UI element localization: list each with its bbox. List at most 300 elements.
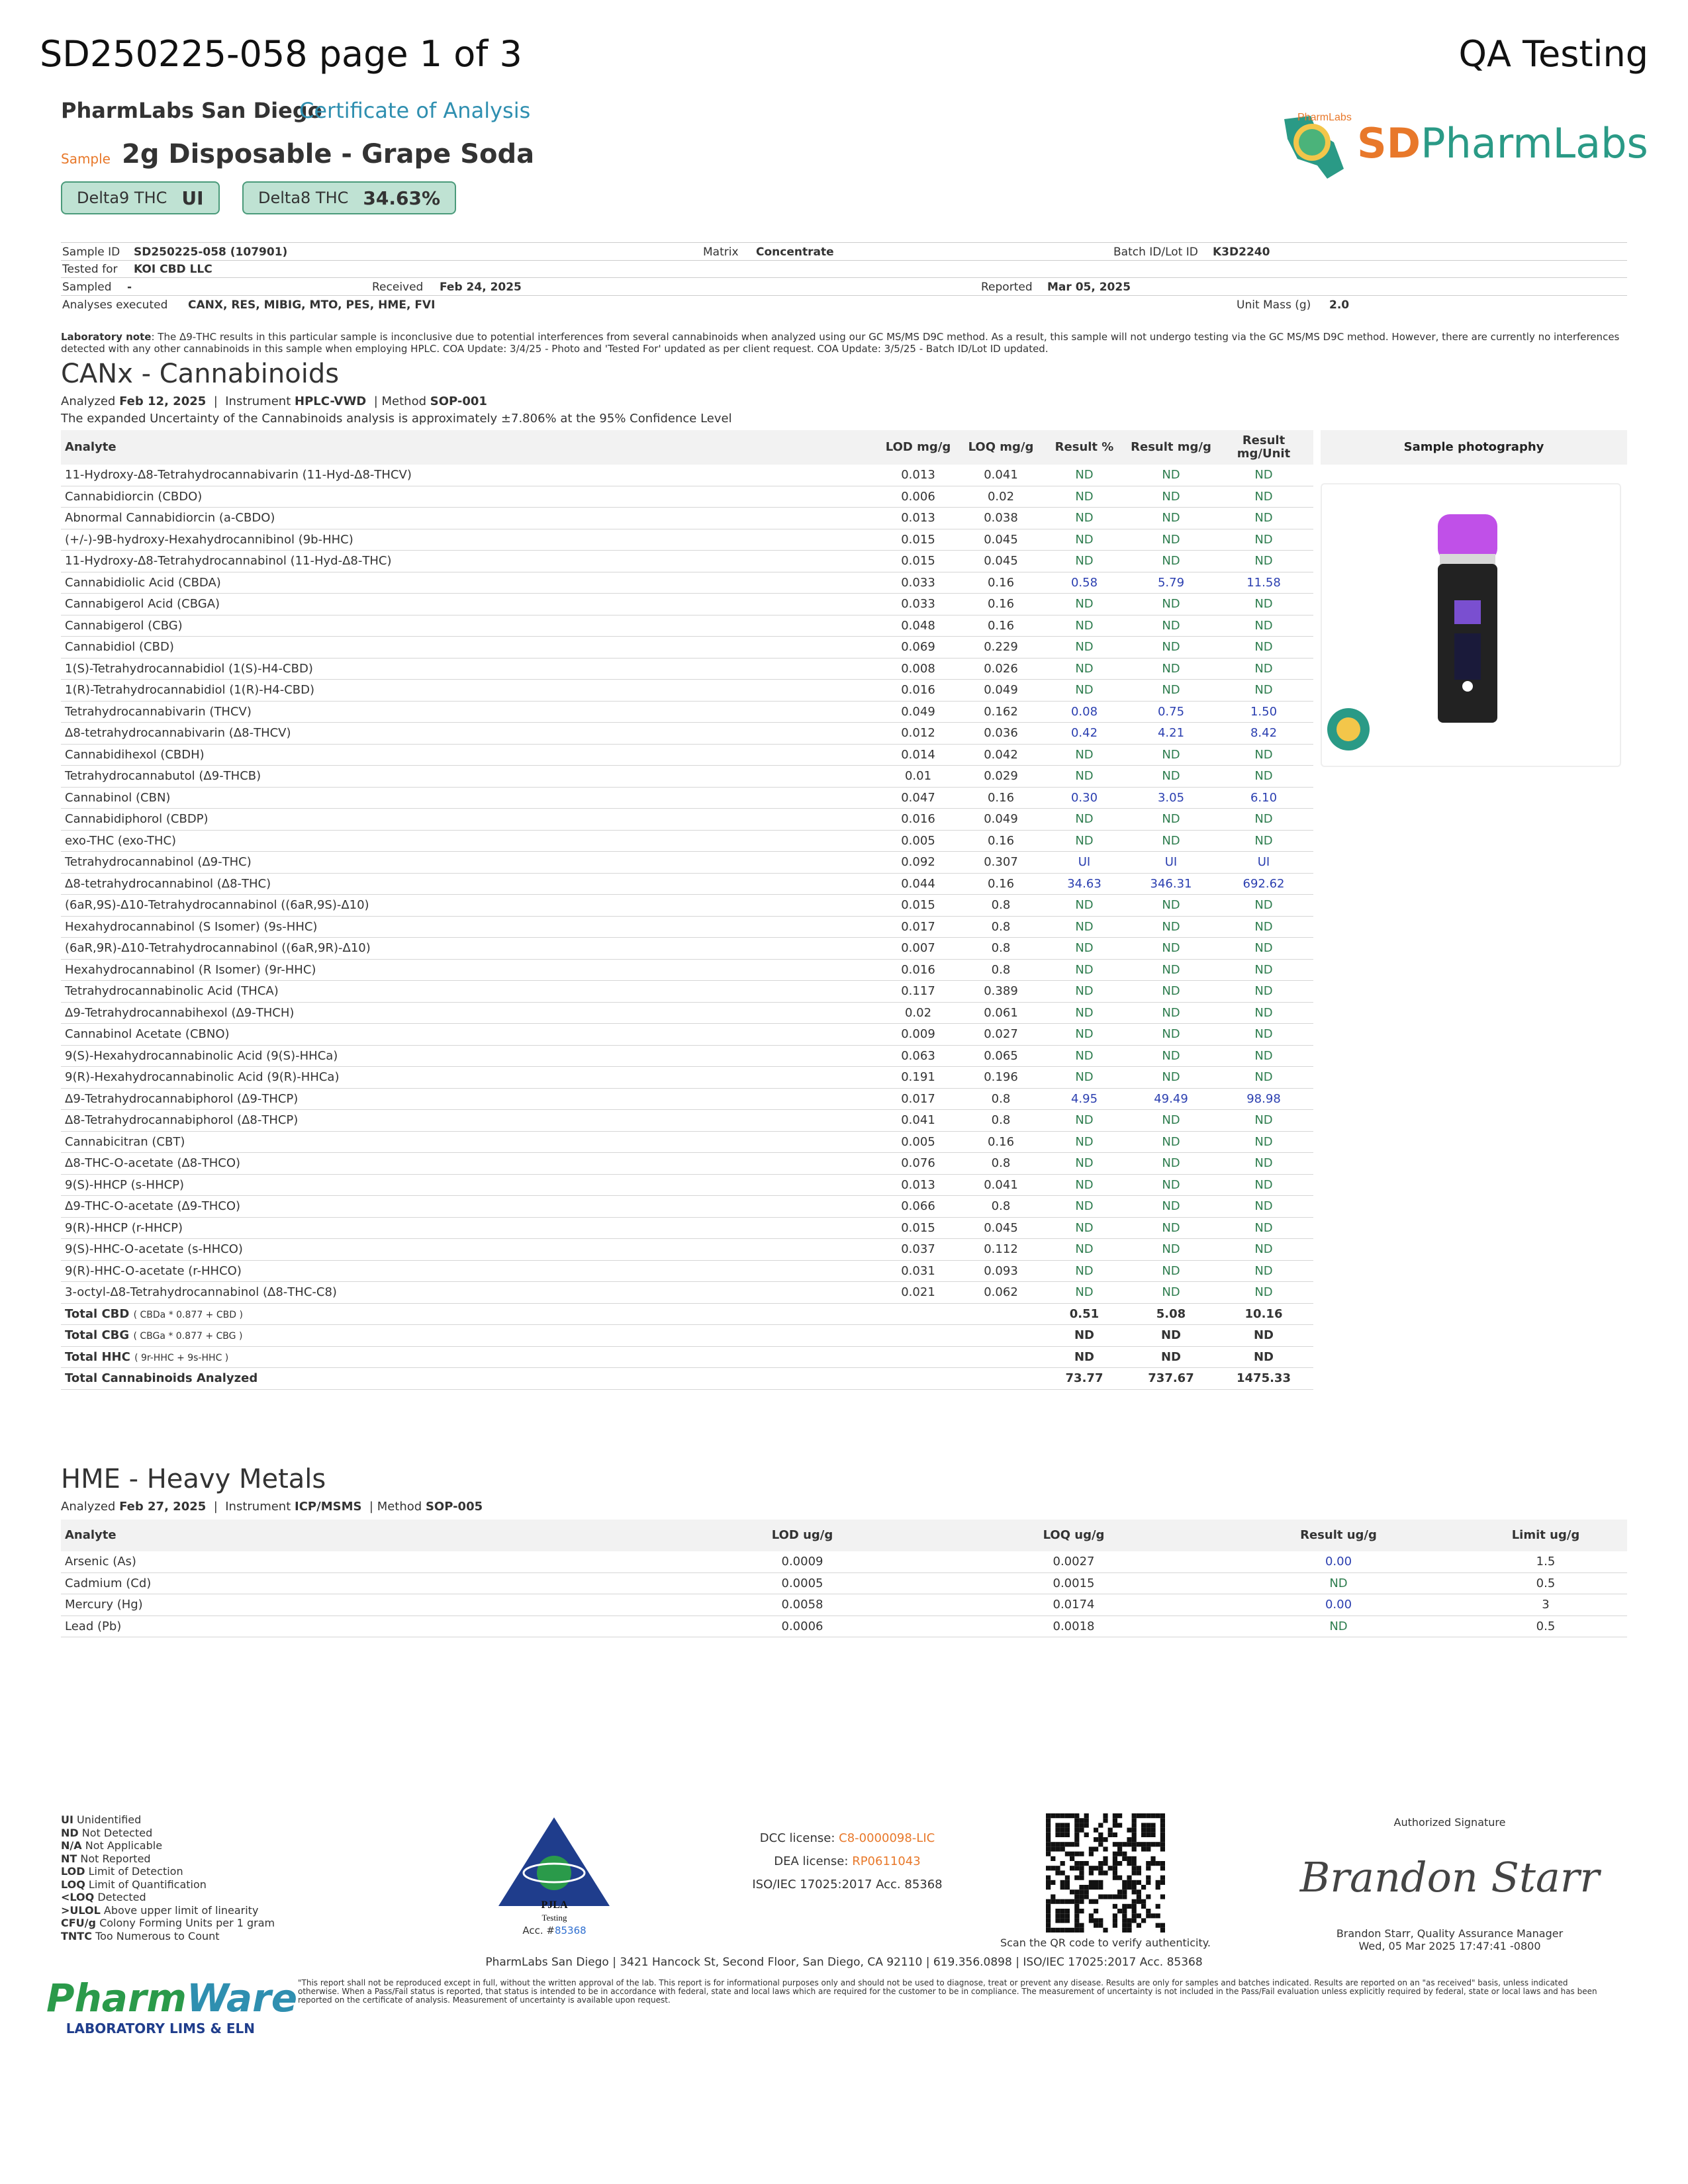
lab-name: PharmLabs San Diego xyxy=(61,98,322,123)
logo-wordmark xyxy=(1357,119,1648,167)
signature-label: Authorized Signature xyxy=(1393,1816,1506,1829)
sampled-value: - xyxy=(127,281,132,294)
delta9-label: Delta9 THC xyxy=(77,189,167,207)
cell-value: ND xyxy=(1128,981,1214,1003)
cell-value: ND xyxy=(1128,529,1214,551)
total-label: Total CBD ( CBDa * 0.877 + CBD ) xyxy=(61,1303,875,1325)
note-text: : The Δ9-THC results in this particular sample is inconclusive due to potential interferences from several cannabinoids when analyzed using our GC MS/MS D9C method. As a result, this sample will not undergo testing via the GC MS/MS D9C method. However, there are currently no interferences detected with any other cannabinoids in this sample when employing HPLC. COA Update: 3/4/25 - Photo and 'Tested For' updated as per client request. COA Update: 3/5/25 - Batch ID/Lot ID updated. xyxy=(61,331,1620,355)
table-row xyxy=(61,572,1313,594)
cell-value: 0.162 xyxy=(961,701,1041,723)
cell-value: ND xyxy=(1041,1024,1128,1046)
cell-value: 0.045 xyxy=(961,551,1041,572)
cell-value: 34.63 xyxy=(1041,873,1128,895)
california-seal-icon xyxy=(1271,106,1357,185)
hme-meta: Analyzed Feb 27, 2025 | Instrument ICP/MSMS | Method SOP-005 xyxy=(61,1500,483,1514)
cell-value: ND xyxy=(1041,766,1128,788)
cell-value: 0.044 xyxy=(875,873,961,895)
cell-value: ND xyxy=(1041,809,1128,831)
cell-value: 0.045 xyxy=(961,1217,1041,1239)
cell-value: ND xyxy=(1041,658,1128,680)
sample-id-value: SD250225-058 (107901) xyxy=(134,246,288,259)
table-row xyxy=(61,486,1313,508)
legend-item: LOQ Limit of Quantification xyxy=(61,1878,207,1891)
logo-pharmlabs: PharmLabs xyxy=(1421,119,1648,167)
cell-value: 0.017 xyxy=(875,1088,961,1110)
cell-value: 0.0174 xyxy=(935,1594,1213,1616)
table-row xyxy=(61,1217,1313,1239)
cell-value: 0.029 xyxy=(961,766,1041,788)
cell-value: ND xyxy=(1128,637,1214,659)
analyte-name: Δ8-tetrahydrocannabivarin (Δ8-THCV) xyxy=(61,723,875,745)
cell-value: 0.065 xyxy=(961,1045,1041,1067)
analyte-name: 11-Hydroxy-Δ8-Tetrahydrocannabinol (11-Hyd-Δ8-THC) xyxy=(61,551,875,572)
cell-value: ND xyxy=(1128,766,1214,788)
col-analyte: Analyte xyxy=(61,430,875,465)
table-row xyxy=(61,701,1313,723)
cell-value: 0.0015 xyxy=(935,1572,1213,1594)
note-label: Laboratory note xyxy=(61,331,152,343)
analyte-name: Cannabidiol (CBD) xyxy=(61,637,875,659)
hme-col-limit: Limit ug/g xyxy=(1464,1520,1627,1551)
table-row xyxy=(61,680,1313,702)
analyte-name: Cannabicitran (CBT) xyxy=(61,1131,875,1153)
delta9-value: UI xyxy=(181,187,204,209)
cell-value: 0.014 xyxy=(875,744,961,766)
cell-value: ND xyxy=(1041,1239,1128,1261)
cell-value: ND xyxy=(1128,809,1214,831)
cell-value: 0.42 xyxy=(1041,723,1128,745)
cell-value: 0.031 xyxy=(875,1260,961,1282)
cell-value: ND xyxy=(1213,1615,1464,1637)
table-row xyxy=(61,465,1313,486)
cell-value: ND xyxy=(1128,486,1214,508)
iso-accreditation: ISO/IEC 17025:2017 Acc. 85368 xyxy=(752,1878,943,1891)
analyte-name: Δ9-THC-O-acetate (Δ9-THCO) xyxy=(61,1196,875,1218)
cell-value: 0.007 xyxy=(875,938,961,960)
analyte-name: 9(R)-HHC-O-acetate (r-HHCO) xyxy=(61,1260,875,1282)
cell-value: ND xyxy=(1214,1002,1313,1024)
cell-value: ND xyxy=(1041,1002,1128,1024)
cell-value: 0.16 xyxy=(961,830,1041,852)
cell-value: ND xyxy=(1128,959,1214,981)
cell-value: 0.016 xyxy=(875,680,961,702)
cell-value: 0.00 xyxy=(1213,1551,1464,1572)
cell-value: ND xyxy=(1214,594,1313,615)
sampled-label: Sampled xyxy=(62,281,112,294)
hme-col-loq: LOQ ug/g xyxy=(935,1520,1213,1551)
sample-photo xyxy=(1321,483,1621,767)
table-row xyxy=(61,1088,1313,1110)
reported-label: Reported xyxy=(981,281,1033,294)
table-row xyxy=(61,830,1313,852)
analyte-name: Abnormal Cannabidiorcin (a-CBDO) xyxy=(61,508,875,529)
pjla-sub: Testing xyxy=(541,1913,567,1923)
cell-value: 0.307 xyxy=(961,852,1041,874)
cell-value: 0.16 xyxy=(961,615,1041,637)
cell-value: ND xyxy=(1214,658,1313,680)
cell-value: ND xyxy=(1128,1217,1214,1239)
cell-value: 0.16 xyxy=(961,572,1041,594)
cell-value: 0.8 xyxy=(961,916,1041,938)
cell-value: 0.013 xyxy=(875,1174,961,1196)
cell-value: ND xyxy=(1214,1153,1313,1175)
cell-value: ND xyxy=(1214,615,1313,637)
cell-value: ND xyxy=(1128,1260,1214,1282)
legend-item: >ULOL Above upper limit of linearity xyxy=(61,1903,259,1917)
cell-value: ND xyxy=(1128,551,1214,572)
col-loq: LOQ mg/g xyxy=(961,430,1041,465)
received-label: Received xyxy=(372,281,424,294)
cell-value: ND xyxy=(1041,529,1128,551)
legend-item: UI Unidentified xyxy=(61,1813,142,1826)
dcc-license: DCC license: C8-0000098-LIC xyxy=(759,1831,935,1845)
cell-value: ND xyxy=(1041,551,1128,572)
col-lod: LOD mg/g xyxy=(875,430,961,465)
cell-value: ND xyxy=(1214,1196,1313,1218)
batch-label: Batch ID/Lot ID xyxy=(1113,246,1198,259)
cell-value: ND xyxy=(1041,916,1128,938)
analyte-name: Hexahydrocannabinol (S Isomer) (9s-HHC) xyxy=(61,916,875,938)
cell-value: ND xyxy=(1214,766,1313,788)
empty-cell xyxy=(961,1303,1041,1325)
table-row xyxy=(61,1110,1313,1132)
cell-value: 3.05 xyxy=(1128,787,1214,809)
matrix-value: Concentrate xyxy=(756,246,834,259)
total-value: 737.67 xyxy=(1128,1368,1214,1390)
table-row xyxy=(61,809,1313,831)
cell-value: 5.79 xyxy=(1128,572,1214,594)
cell-value: ND xyxy=(1128,680,1214,702)
cell-value: UI xyxy=(1214,852,1313,874)
col-result-mgg: Result mg/g xyxy=(1128,430,1214,465)
cell-value: ND xyxy=(1214,508,1313,529)
empty-cell xyxy=(961,1325,1041,1347)
cell-value: 0.58 xyxy=(1041,572,1128,594)
total-value: 0.51 xyxy=(1041,1303,1128,1325)
cell-value: 0.191 xyxy=(875,1067,961,1089)
table-row xyxy=(61,551,1313,572)
batch-value: K3D2240 xyxy=(1213,246,1270,259)
cell-value: ND xyxy=(1214,1260,1313,1282)
empty-cell xyxy=(875,1346,961,1368)
cell-value: 0.033 xyxy=(875,572,961,594)
cell-value: 0.016 xyxy=(875,809,961,831)
analyte-name: (6aR,9S)-Δ10-Tetrahydrocannabinol ((6aR,9S)-Δ10) xyxy=(61,895,875,917)
sample-label: Sample xyxy=(61,151,111,167)
cell-value: 0.0006 xyxy=(670,1615,935,1637)
cell-value: 0.006 xyxy=(875,486,961,508)
cell-value: ND xyxy=(1041,486,1128,508)
analyte-name: 9(S)-HHC-O-acetate (s-HHCO) xyxy=(61,1239,875,1261)
analyte-name: 9(R)-HHCP (r-HHCP) xyxy=(61,1217,875,1239)
cell-value: 0.16 xyxy=(961,787,1041,809)
verification-qr-code[interactable] xyxy=(1046,1813,1165,1933)
table-row xyxy=(61,959,1313,981)
table-row xyxy=(61,529,1313,551)
table-row xyxy=(61,852,1313,874)
cell-value: 0.0027 xyxy=(935,1551,1213,1572)
cell-value: ND xyxy=(1041,830,1128,852)
cell-value: ND xyxy=(1214,1067,1313,1089)
reported-value: Mar 05, 2025 xyxy=(1047,281,1131,294)
analyte-name: Cannabidiorcin (CBDO) xyxy=(61,486,875,508)
cell-value: ND xyxy=(1128,744,1214,766)
canx-title: CANx - Cannabinoids xyxy=(61,359,340,389)
total-row xyxy=(61,1303,1313,1325)
table-row xyxy=(61,615,1313,637)
cell-value: 1.50 xyxy=(1214,701,1313,723)
cell-value: 0.30 xyxy=(1041,787,1128,809)
table-row xyxy=(61,1551,1627,1572)
cell-value: 0.8 xyxy=(961,938,1041,960)
cell-value: ND xyxy=(1041,1196,1128,1218)
cell-value: ND xyxy=(1128,916,1214,938)
table-row xyxy=(61,1131,1313,1153)
cell-value: ND xyxy=(1214,1045,1313,1067)
cell-value: ND xyxy=(1041,1067,1128,1089)
cell-value: 692.62 xyxy=(1214,873,1313,895)
cell-value: 0.063 xyxy=(875,1045,961,1067)
sdpharmlabs-logo xyxy=(1271,106,1648,185)
analyte-name: 9(R)-Hexahydrocannabinolic Acid (9(R)-HHCa) xyxy=(61,1067,875,1089)
cell-value: 0.015 xyxy=(875,895,961,917)
cell-value: 0.021 xyxy=(875,1282,961,1304)
info-row-sample xyxy=(61,242,1627,261)
cell-value: 8.42 xyxy=(1214,723,1313,745)
cell-value: 0.005 xyxy=(875,830,961,852)
cell-value: ND xyxy=(1041,465,1128,486)
analyte-name: 3-octyl-Δ8-Tetrahydrocannabinol (Δ8-THC-C8) xyxy=(61,1282,875,1304)
cell-value: ND xyxy=(1041,1217,1128,1239)
table-row xyxy=(61,1239,1313,1261)
cell-value: 0.041 xyxy=(961,1174,1041,1196)
total-row xyxy=(61,1368,1313,1390)
cell-value: 0.0058 xyxy=(670,1594,935,1616)
cell-value: ND xyxy=(1128,1110,1214,1132)
cell-value: 0.8 xyxy=(961,1153,1041,1175)
cell-value: ND xyxy=(1041,594,1128,615)
analyte-name: Cannabinol (CBN) xyxy=(61,787,875,809)
cell-value: 0.0009 xyxy=(670,1551,935,1572)
analyte-name: Δ9-Tetrahydrocannabiphorol (Δ9-THCP) xyxy=(61,1088,875,1110)
analyte-name: Tetrahydrocannabutol (Δ9-THCB) xyxy=(61,766,875,788)
cell-value: 0.093 xyxy=(961,1260,1041,1282)
info-row-analyses xyxy=(61,296,1627,313)
cell-value: 0.033 xyxy=(875,594,961,615)
cell-value: 0.062 xyxy=(961,1282,1041,1304)
analyte-name: Cannabigerol (CBG) xyxy=(61,615,875,637)
table-row xyxy=(61,981,1313,1003)
total-value: ND xyxy=(1041,1325,1128,1347)
cell-value: ND xyxy=(1041,637,1128,659)
total-value: ND xyxy=(1214,1346,1313,1368)
cell-value: 0.092 xyxy=(875,852,961,874)
cell-value: ND xyxy=(1041,959,1128,981)
cell-value: 346.31 xyxy=(1128,873,1214,895)
qr-caption: Scan the QR code to verify authenticity. xyxy=(1000,1936,1211,1949)
cell-value: 11.58 xyxy=(1214,572,1313,594)
cell-value: ND xyxy=(1128,615,1214,637)
analyte-name: Cannabinol Acetate (CBNO) xyxy=(61,1024,875,1046)
metal-name: Lead (Pb) xyxy=(61,1615,670,1637)
received-value: Feb 24, 2025 xyxy=(440,281,522,294)
matrix-label: Matrix xyxy=(703,246,739,259)
cell-value: 0.01 xyxy=(875,766,961,788)
cell-value: 0.015 xyxy=(875,551,961,572)
cell-value: 0.026 xyxy=(961,658,1041,680)
table-row xyxy=(61,895,1313,917)
document-type: Certificate of Analysis xyxy=(299,98,531,123)
cell-value: ND xyxy=(1214,981,1313,1003)
cell-value: 0.009 xyxy=(875,1024,961,1046)
cell-value: 0.061 xyxy=(961,1002,1041,1024)
cell-value: ND xyxy=(1041,938,1128,960)
total-label: Total Cannabinoids Analyzed xyxy=(61,1368,875,1390)
cell-value: 4.21 xyxy=(1128,723,1214,745)
table-row xyxy=(61,1572,1627,1594)
table-row xyxy=(61,658,1313,680)
total-value: ND xyxy=(1214,1325,1313,1347)
cell-value: 98.98 xyxy=(1214,1088,1313,1110)
cell-value: 0.16 xyxy=(961,594,1041,615)
cell-value: ND xyxy=(1128,594,1214,615)
analyte-name: Cannabidihexol (CBDH) xyxy=(61,744,875,766)
cell-value: 0.08 xyxy=(1041,701,1128,723)
cell-value: ND xyxy=(1128,1131,1214,1153)
analyte-name: Cannabidiphorol (CBDP) xyxy=(61,809,875,831)
footer-address: PharmLabs San Diego | 3421 Hancock St, Second Floor, San Diego, CA 92110 | 619.356.0898 | ISO/IEC 17025:2017 Acc. 85368 xyxy=(485,1956,1203,1969)
unit-mass-value: 2.0 xyxy=(1329,298,1350,312)
cell-value: ND xyxy=(1214,1174,1313,1196)
cell-value: 0.017 xyxy=(875,916,961,938)
table-row xyxy=(61,938,1313,960)
cell-value: 0.8 xyxy=(961,1196,1041,1218)
footer-disclaimer: "This report shall not be reproduced except in full, without the written approval of the lab. This report is for informational purposes only and should not be used to diagnose, treat or prevent any disease. Results are only for samples and batches indicated. Results are reported on an "as received" basis, unless indicated otherwise. When a Pass/Fail status is reported, that status is intended to be in accordance with federal, state and local laws which are required for the customer to be in compliance. The measurement of uncertainty is not included in the Pass/Fail evaluation unless explicitly required by federal, state or local laws and has been reported on the certificate of analysis. Measurement of uncertainty is available upon request. xyxy=(298,1978,1597,2005)
empty-cell xyxy=(875,1303,961,1325)
cell-value: ND xyxy=(1041,1045,1128,1067)
cell-value: 0.16 xyxy=(961,873,1041,895)
info-row-tested-for xyxy=(61,260,1627,278)
total-value: 10.16 xyxy=(1214,1303,1313,1325)
total-row xyxy=(61,1325,1313,1347)
table-row xyxy=(61,594,1313,615)
table-row xyxy=(61,508,1313,529)
cell-value: UI xyxy=(1041,852,1128,874)
analyses-value: CANX, RES, MIBIG, MTO, PES, HME, FVI xyxy=(188,298,436,312)
total-value: 73.77 xyxy=(1041,1368,1128,1390)
table-row xyxy=(61,1594,1627,1616)
cell-value: ND xyxy=(1214,529,1313,551)
cell-value: ND xyxy=(1214,486,1313,508)
canx-uncertainty: The expanded Uncertainty of the Cannabinoids analysis is approximately ±7.806% at the 95% Confidence Level xyxy=(61,412,732,426)
canx-meta: Analyzed Feb 12, 2025 | Instrument HPLC-VWD | Method SOP-001 xyxy=(61,394,487,408)
cell-value: ND xyxy=(1214,1024,1313,1046)
total-value: ND xyxy=(1041,1346,1128,1368)
analyte-name: (6aR,9R)-Δ10-Tetrahydrocannabinol ((6aR,9R)-Δ10) xyxy=(61,938,875,960)
cell-value: 0.041 xyxy=(961,465,1041,486)
legend-item: ND Not Detected xyxy=(61,1826,153,1839)
legend-item: TNTC Too Numerous to Count xyxy=(61,1929,220,1942)
cell-value: 0.045 xyxy=(961,529,1041,551)
license-block xyxy=(748,1827,947,1896)
cell-value: 0.229 xyxy=(961,637,1041,659)
table-row xyxy=(61,1282,1313,1304)
cell-value: ND xyxy=(1128,895,1214,917)
cell-value: ND xyxy=(1041,1110,1128,1132)
legend-item: LOD Limit of Detection xyxy=(61,1865,183,1878)
cell-value: ND xyxy=(1214,637,1313,659)
cell-value: 0.013 xyxy=(875,465,961,486)
cell-value: 0.8 xyxy=(961,895,1041,917)
cell-value: ND xyxy=(1041,1153,1128,1175)
abbreviation-legend xyxy=(61,1813,275,1942)
table-row xyxy=(61,766,1313,788)
cell-value: ND xyxy=(1128,1282,1214,1304)
table-row xyxy=(61,1067,1313,1089)
cell-value: 6.10 xyxy=(1214,787,1313,809)
cell-value: ND xyxy=(1041,744,1128,766)
cell-value: ND xyxy=(1041,1174,1128,1196)
legend-item: NT Not Reported xyxy=(61,1852,151,1865)
vape-device-image xyxy=(1322,484,1620,766)
analyte-name: 9(S)-Hexahydrocannabinolic Acid (9(S)-HHCa) xyxy=(61,1045,875,1067)
analyte-name: 11-Hydroxy-Δ8-Tetrahydrocannabivarin (11-Hyd-Δ8-THCV) xyxy=(61,465,875,486)
dea-license: DEA license: RP0611043 xyxy=(774,1854,921,1868)
legend-item: CFU/g Colony Forming Units per 1 gram xyxy=(61,1917,275,1929)
analyte-name: Δ9-Tetrahydrocannabihexol (Δ9-THCH) xyxy=(61,1002,875,1024)
table-row xyxy=(61,1024,1313,1046)
cell-value: 0.042 xyxy=(961,744,1041,766)
pjla-acc: Acc. #85368 xyxy=(522,1925,586,1936)
delta8-thc-pill xyxy=(242,181,456,214)
delta8-label: Delta8 THC xyxy=(258,189,349,207)
cell-value: ND xyxy=(1128,1153,1214,1175)
cell-value: ND xyxy=(1128,658,1214,680)
cell-value: ND xyxy=(1214,1239,1313,1261)
cell-value: ND xyxy=(1214,1131,1313,1153)
pjla-logo-icon xyxy=(493,1813,616,1913)
cell-value: ND xyxy=(1041,1282,1128,1304)
delta8-value: 34.63% xyxy=(363,187,441,209)
delta9-thc-pill xyxy=(61,181,220,214)
cell-value: 0.069 xyxy=(875,637,961,659)
cell-value: 0.015 xyxy=(875,1217,961,1239)
cannabinoids-table xyxy=(61,430,1313,1390)
cell-value: 0.196 xyxy=(961,1067,1041,1089)
table-row xyxy=(61,1153,1313,1175)
cell-value: ND xyxy=(1214,959,1313,981)
table-row xyxy=(61,873,1313,895)
cell-value: 0.02 xyxy=(875,1002,961,1024)
cell-value: 0.041 xyxy=(875,1110,961,1132)
cell-value: UI xyxy=(1128,852,1214,874)
cell-value: 0.389 xyxy=(961,981,1041,1003)
cell-value: ND xyxy=(1128,830,1214,852)
col-result-unit: Result mg/Unit xyxy=(1214,430,1313,465)
cell-value: ND xyxy=(1128,1174,1214,1196)
total-value: 1475.33 xyxy=(1214,1368,1313,1390)
cell-value: 0.038 xyxy=(961,508,1041,529)
cell-value: ND xyxy=(1041,981,1128,1003)
cell-value: ND xyxy=(1128,1002,1214,1024)
cell-value: 0.005 xyxy=(875,1131,961,1153)
info-row-dates xyxy=(61,278,1627,296)
cell-value: ND xyxy=(1214,551,1313,572)
cell-value: 0.049 xyxy=(961,680,1041,702)
cell-value: ND xyxy=(1214,465,1313,486)
tested-for-label: Tested for xyxy=(62,263,118,276)
empty-cell xyxy=(875,1325,961,1347)
